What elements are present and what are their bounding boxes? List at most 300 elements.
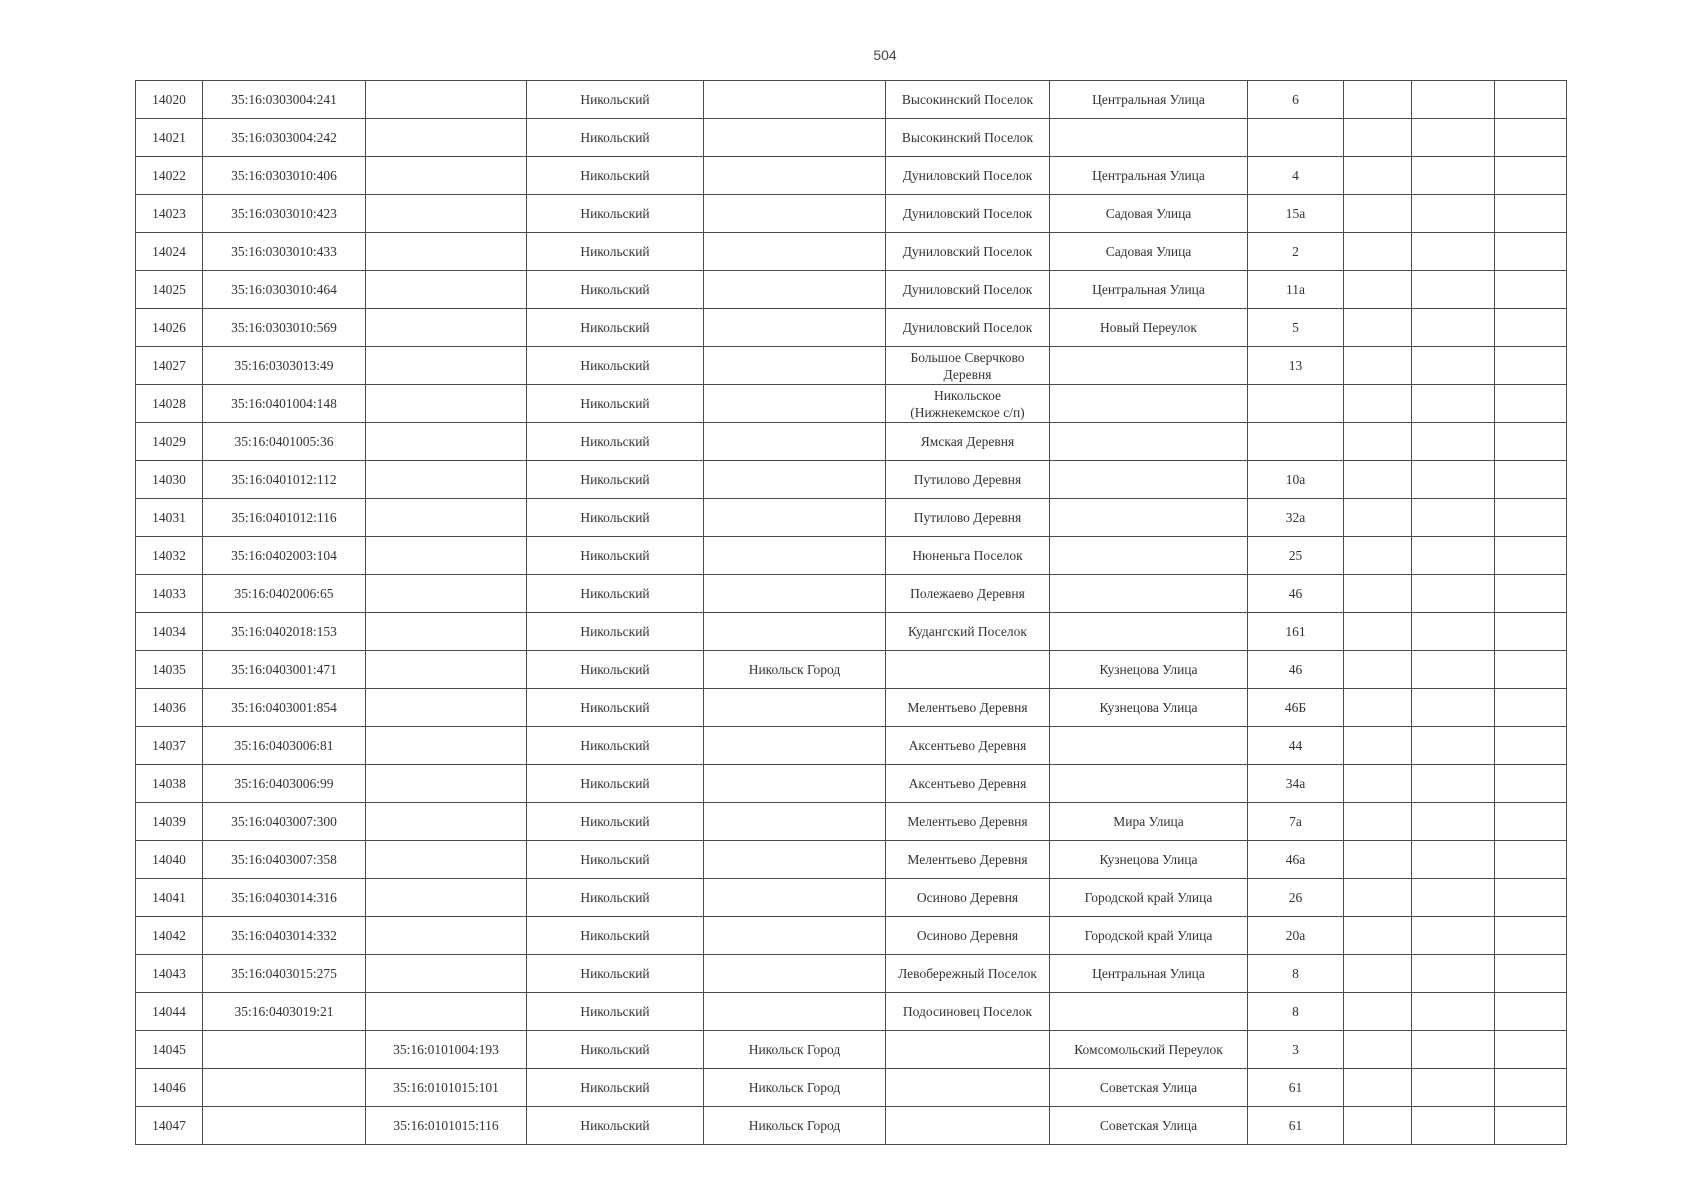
empty-cell-a [1344, 81, 1412, 119]
empty-cell-c [1495, 689, 1567, 727]
empty-cell-c [1495, 119, 1567, 157]
building-cadastral-number-cell [366, 879, 527, 917]
table-row [136, 195, 1567, 233]
district-cell: Никольский [527, 689, 704, 727]
cadastral-number-cell [203, 1107, 366, 1145]
empty-cell-a [1344, 195, 1412, 233]
empty-cell-b [1412, 1107, 1495, 1145]
district-cell: Никольский [527, 233, 704, 271]
empty-cell-b [1412, 347, 1495, 385]
cadastral-number-cell: 35:16:0403001:471 [203, 651, 366, 689]
empty-cell-b [1412, 461, 1495, 499]
building-cadastral-number-cell [366, 651, 527, 689]
empty-cell-b [1412, 1069, 1495, 1107]
empty-cell-b [1412, 917, 1495, 955]
house-number-cell: 161 [1248, 613, 1344, 651]
empty-cell-c [1495, 423, 1567, 461]
empty-cell-c [1495, 347, 1567, 385]
house-number-cell: 7а [1248, 803, 1344, 841]
street-cell: Кузнецова Улица [1050, 689, 1248, 727]
building-cadastral-number-cell [366, 271, 527, 309]
empty-cell-a [1344, 385, 1412, 423]
city-cell: Никольск Город [704, 651, 886, 689]
district-cell: Никольский [527, 727, 704, 765]
empty-cell-a [1344, 461, 1412, 499]
city-cell [704, 917, 886, 955]
city-cell [704, 195, 886, 233]
district-cell: Никольский [527, 537, 704, 575]
empty-cell-a [1344, 423, 1412, 461]
street-cell [1050, 461, 1248, 499]
settlement-cell: Дуниловский Поселок [886, 195, 1050, 233]
street-cell: Садовая Улица [1050, 195, 1248, 233]
city-cell [704, 727, 886, 765]
street-cell: Новый Переулок [1050, 309, 1248, 347]
cadastral-number-cell: 35:16:0403019:21 [203, 993, 366, 1031]
settlement-cell [886, 1107, 1050, 1145]
city-cell [704, 803, 886, 841]
empty-cell-a [1344, 1107, 1412, 1145]
street-cell: Садовая Улица [1050, 233, 1248, 271]
district-cell: Никольский [527, 1107, 704, 1145]
building-cadastral-number-cell [366, 575, 527, 613]
building-cadastral-number-cell: 35:16:0101004:193 [366, 1031, 527, 1069]
empty-cell-b [1412, 309, 1495, 347]
city-cell [704, 385, 886, 423]
city-cell [704, 613, 886, 651]
district-cell: Никольский [527, 119, 704, 157]
district-cell: Никольский [527, 879, 704, 917]
street-cell: Комсомольский Переулок [1050, 1031, 1248, 1069]
table-row [136, 119, 1567, 157]
district-cell: Никольский [527, 195, 704, 233]
row-number-cell: 14025 [136, 271, 203, 309]
settlement-cell: Кудангский Поселок [886, 613, 1050, 651]
table-row [136, 537, 1567, 575]
house-number-cell: 25 [1248, 537, 1344, 575]
building-cadastral-number-cell [366, 689, 527, 727]
street-cell: Советская Улица [1050, 1069, 1248, 1107]
table-row [136, 1031, 1567, 1069]
house-number-cell: 46 [1248, 575, 1344, 613]
empty-cell-c [1495, 271, 1567, 309]
empty-cell-a [1344, 993, 1412, 1031]
table-row [136, 841, 1567, 879]
cadastral-number-cell: 35:16:0303004:241 [203, 81, 366, 119]
house-number-cell: 46Б [1248, 689, 1344, 727]
building-cadastral-number-cell: 35:16:0101015:116 [366, 1107, 527, 1145]
street-cell: Кузнецова Улица [1050, 841, 1248, 879]
city-cell [704, 309, 886, 347]
city-cell [704, 499, 886, 537]
cadastral-number-cell: 35:16:0303010:464 [203, 271, 366, 309]
street-cell [1050, 119, 1248, 157]
row-number-cell: 14029 [136, 423, 203, 461]
district-cell: Никольский [527, 423, 704, 461]
settlement-cell: Мелентьево Деревня [886, 803, 1050, 841]
empty-cell-a [1344, 347, 1412, 385]
empty-cell-a [1344, 575, 1412, 613]
table-row [136, 1069, 1567, 1107]
empty-cell-c [1495, 955, 1567, 993]
cadastral-number-cell: 35:16:0303010:423 [203, 195, 366, 233]
empty-cell-c [1495, 613, 1567, 651]
street-cell: Центральная Улица [1050, 955, 1248, 993]
empty-cell-c [1495, 1069, 1567, 1107]
house-number-cell: 3 [1248, 1031, 1344, 1069]
row-number-cell: 14027 [136, 347, 203, 385]
house-number-cell: 15а [1248, 195, 1344, 233]
row-number-cell: 14033 [136, 575, 203, 613]
street-cell: Центральная Улица [1050, 81, 1248, 119]
row-number-cell: 14043 [136, 955, 203, 993]
settlement-cell: Аксентьево Деревня [886, 727, 1050, 765]
city-cell [704, 271, 886, 309]
empty-cell-c [1495, 1107, 1567, 1145]
empty-cell-c [1495, 879, 1567, 917]
settlement-cell: Мелентьево Деревня [886, 841, 1050, 879]
row-number-cell: 14031 [136, 499, 203, 537]
cadastral-number-cell: 35:16:0403014:332 [203, 917, 366, 955]
table-row [136, 651, 1567, 689]
page-number: 504 [873, 47, 897, 63]
table-row [136, 347, 1567, 385]
empty-cell-a [1344, 841, 1412, 879]
empty-cell-b [1412, 613, 1495, 651]
row-number-cell: 14036 [136, 689, 203, 727]
row-number-cell: 14042 [136, 917, 203, 955]
district-cell: Никольский [527, 499, 704, 537]
house-number-cell: 44 [1248, 727, 1344, 765]
cadastral-number-cell: 35:16:0403006:99 [203, 765, 366, 803]
table-row [136, 385, 1567, 423]
empty-cell-a [1344, 233, 1412, 271]
building-cadastral-number-cell [366, 385, 527, 423]
empty-cell-c [1495, 385, 1567, 423]
settlement-cell: Путилово Деревня [886, 499, 1050, 537]
settlement-cell: Дуниловский Поселок [886, 233, 1050, 271]
empty-cell-b [1412, 195, 1495, 233]
row-number-cell: 14038 [136, 765, 203, 803]
city-cell [704, 993, 886, 1031]
district-cell: Никольский [527, 1069, 704, 1107]
city-cell [704, 765, 886, 803]
empty-cell-b [1412, 157, 1495, 195]
building-cadastral-number-cell [366, 347, 527, 385]
row-number-cell: 14035 [136, 651, 203, 689]
house-number-cell: 13 [1248, 347, 1344, 385]
table-row [136, 423, 1567, 461]
empty-cell-b [1412, 803, 1495, 841]
house-number-cell: 11а [1248, 271, 1344, 309]
row-number-cell: 14021 [136, 119, 203, 157]
empty-cell-c [1495, 157, 1567, 195]
street-cell [1050, 347, 1248, 385]
city-cell: Никольск Город [704, 1069, 886, 1107]
district-cell: Никольский [527, 1031, 704, 1069]
district-cell: Никольский [527, 575, 704, 613]
empty-cell-b [1412, 841, 1495, 879]
table-row [136, 157, 1567, 195]
building-cadastral-number-cell [366, 499, 527, 537]
settlement-cell: Осиново Деревня [886, 917, 1050, 955]
row-number-cell: 14037 [136, 727, 203, 765]
empty-cell-b [1412, 955, 1495, 993]
empty-cell-a [1344, 917, 1412, 955]
settlement-cell: Дуниловский Поселок [886, 309, 1050, 347]
empty-cell-a [1344, 119, 1412, 157]
street-cell: Советская Улица [1050, 1107, 1248, 1145]
empty-cell-c [1495, 81, 1567, 119]
table-row [136, 613, 1567, 651]
district-cell: Никольский [527, 651, 704, 689]
empty-cell-a [1344, 765, 1412, 803]
cadastral-number-cell [203, 1069, 366, 1107]
settlement-cell: Высокинский Поселок [886, 81, 1050, 119]
city-cell [704, 81, 886, 119]
house-number-cell: 26 [1248, 879, 1344, 917]
empty-cell-a [1344, 1069, 1412, 1107]
empty-cell-a [1344, 955, 1412, 993]
empty-cell-a [1344, 613, 1412, 651]
building-cadastral-number-cell [366, 727, 527, 765]
building-cadastral-number-cell: 35:16:0101015:101 [366, 1069, 527, 1107]
house-number-cell: 8 [1248, 955, 1344, 993]
cadastral-number-cell: 35:16:0303010:433 [203, 233, 366, 271]
table-row [136, 993, 1567, 1031]
empty-cell-b [1412, 727, 1495, 765]
house-number-cell: 61 [1248, 1069, 1344, 1107]
table-row [136, 955, 1567, 993]
settlement-cell: Мелентьево Деревня [886, 689, 1050, 727]
row-number-cell: 14030 [136, 461, 203, 499]
empty-cell-c [1495, 1031, 1567, 1069]
empty-cell-b [1412, 575, 1495, 613]
settlement-cell: Большое Сверчково Деревня [886, 347, 1050, 385]
house-number-cell: 8 [1248, 993, 1344, 1031]
building-cadastral-number-cell [366, 309, 527, 347]
cadastral-number-cell: 35:16:0303013:49 [203, 347, 366, 385]
city-cell [704, 233, 886, 271]
table-row [136, 917, 1567, 955]
street-cell [1050, 537, 1248, 575]
row-number-cell: 14041 [136, 879, 203, 917]
building-cadastral-number-cell [366, 955, 527, 993]
cadastral-number-cell: 35:16:0403015:275 [203, 955, 366, 993]
building-cadastral-number-cell [366, 993, 527, 1031]
settlement-cell: Левобережный Поселок [886, 955, 1050, 993]
empty-cell-b [1412, 423, 1495, 461]
city-cell [704, 157, 886, 195]
empty-cell-c [1495, 993, 1567, 1031]
district-cell: Никольский [527, 81, 704, 119]
table-row [136, 81, 1567, 119]
row-number-cell: 14028 [136, 385, 203, 423]
city-cell: Никольск Город [704, 1031, 886, 1069]
street-cell: Центральная Улица [1050, 271, 1248, 309]
house-number-cell: 20а [1248, 917, 1344, 955]
street-cell: Кузнецова Улица [1050, 651, 1248, 689]
row-number-cell: 14046 [136, 1069, 203, 1107]
house-number-cell [1248, 423, 1344, 461]
district-cell: Никольский [527, 765, 704, 803]
city-cell: Никольск Город [704, 1107, 886, 1145]
empty-cell-b [1412, 81, 1495, 119]
table-row [136, 461, 1567, 499]
house-number-cell: 32а [1248, 499, 1344, 537]
building-cadastral-number-cell [366, 423, 527, 461]
cadastral-number-cell: 35:16:0403001:854 [203, 689, 366, 727]
empty-cell-c [1495, 575, 1567, 613]
house-number-cell: 5 [1248, 309, 1344, 347]
empty-cell-a [1344, 271, 1412, 309]
settlement-cell: Дуниловский Поселок [886, 157, 1050, 195]
cadastral-number-cell: 35:16:0403007:300 [203, 803, 366, 841]
table-row [136, 765, 1567, 803]
house-number-cell: 46а [1248, 841, 1344, 879]
street-cell [1050, 765, 1248, 803]
house-number-cell: 61 [1248, 1107, 1344, 1145]
table-row [136, 233, 1567, 271]
city-cell [704, 423, 886, 461]
empty-cell-b [1412, 879, 1495, 917]
empty-cell-c [1495, 803, 1567, 841]
building-cadastral-number-cell [366, 803, 527, 841]
settlement-cell: Ямская Деревня [886, 423, 1050, 461]
empty-cell-a [1344, 651, 1412, 689]
empty-cell-b [1412, 385, 1495, 423]
empty-cell-a [1344, 499, 1412, 537]
row-number-cell: 14039 [136, 803, 203, 841]
table-row [136, 727, 1567, 765]
cadastral-number-cell: 35:16:0402018:153 [203, 613, 366, 651]
street-cell [1050, 727, 1248, 765]
street-cell [1050, 613, 1248, 651]
settlement-cell [886, 1069, 1050, 1107]
table-row [136, 271, 1567, 309]
empty-cell-c [1495, 309, 1567, 347]
street-cell [1050, 499, 1248, 537]
empty-cell-b [1412, 499, 1495, 537]
city-cell [704, 955, 886, 993]
table-row [136, 499, 1567, 537]
empty-cell-c [1495, 765, 1567, 803]
cadastral-number-cell: 35:16:0401012:112 [203, 461, 366, 499]
city-cell [704, 879, 886, 917]
city-cell [704, 841, 886, 879]
city-cell [704, 461, 886, 499]
empty-cell-c [1495, 233, 1567, 271]
cadastral-number-cell: 35:16:0403007:358 [203, 841, 366, 879]
empty-cell-c [1495, 651, 1567, 689]
empty-cell-b [1412, 537, 1495, 575]
cadastral-number-cell: 35:16:0303004:242 [203, 119, 366, 157]
house-number-cell: 10а [1248, 461, 1344, 499]
empty-cell-a [1344, 727, 1412, 765]
house-number-cell [1248, 385, 1344, 423]
table-row [136, 803, 1567, 841]
district-cell: Никольский [527, 157, 704, 195]
empty-cell-b [1412, 651, 1495, 689]
empty-cell-c [1495, 727, 1567, 765]
building-cadastral-number-cell [366, 461, 527, 499]
settlement-cell: Осиново Деревня [886, 879, 1050, 917]
cadastral-number-cell [203, 1031, 366, 1069]
settlement-cell: Путилово Деревня [886, 461, 1050, 499]
empty-cell-b [1412, 271, 1495, 309]
street-cell [1050, 385, 1248, 423]
empty-cell-a [1344, 309, 1412, 347]
building-cadastral-number-cell [366, 157, 527, 195]
street-cell: Городской край Улица [1050, 917, 1248, 955]
building-cadastral-number-cell [366, 233, 527, 271]
street-cell: Мира Улица [1050, 803, 1248, 841]
city-cell [704, 689, 886, 727]
street-cell [1050, 993, 1248, 1031]
empty-cell-a [1344, 1031, 1412, 1069]
settlement-cell: Дуниловский Поселок [886, 271, 1050, 309]
street-cell: Городской край Улица [1050, 879, 1248, 917]
row-number-cell: 14026 [136, 309, 203, 347]
district-cell: Никольский [527, 385, 704, 423]
empty-cell-c [1495, 917, 1567, 955]
row-number-cell: 14047 [136, 1107, 203, 1145]
street-cell [1050, 575, 1248, 613]
registry-table [135, 80, 1567, 1145]
cadastral-number-cell: 35:16:0401004:148 [203, 385, 366, 423]
district-cell: Никольский [527, 993, 704, 1031]
district-cell: Никольский [527, 461, 704, 499]
settlement-cell: Полежаево Деревня [886, 575, 1050, 613]
district-cell: Никольский [527, 347, 704, 385]
house-number-cell: 2 [1248, 233, 1344, 271]
settlement-cell: Аксентьево Деревня [886, 765, 1050, 803]
building-cadastral-number-cell [366, 537, 527, 575]
empty-cell-a [1344, 157, 1412, 195]
row-number-cell: 14032 [136, 537, 203, 575]
city-cell [704, 537, 886, 575]
house-number-cell: 6 [1248, 81, 1344, 119]
empty-cell-b [1412, 233, 1495, 271]
empty-cell-a [1344, 689, 1412, 727]
district-cell: Никольский [527, 917, 704, 955]
district-cell: Никольский [527, 271, 704, 309]
table-row [136, 879, 1567, 917]
settlement-cell: Нюненьга Поселок [886, 537, 1050, 575]
row-number-cell: 14040 [136, 841, 203, 879]
cadastral-number-cell: 35:16:0402003:104 [203, 537, 366, 575]
house-number-cell: 4 [1248, 157, 1344, 195]
settlement-cell [886, 651, 1050, 689]
empty-cell-c [1495, 195, 1567, 233]
settlement-cell: Подосиновец Поселок [886, 993, 1050, 1031]
row-number-cell: 14024 [136, 233, 203, 271]
house-number-cell: 46 [1248, 651, 1344, 689]
settlement-cell: Никольское (Нижнекемское с/п) [886, 385, 1050, 423]
building-cadastral-number-cell [366, 765, 527, 803]
row-number-cell: 14045 [136, 1031, 203, 1069]
building-cadastral-number-cell [366, 119, 527, 157]
row-number-cell: 14044 [136, 993, 203, 1031]
building-cadastral-number-cell [366, 81, 527, 119]
building-cadastral-number-cell [366, 195, 527, 233]
cadastral-number-cell: 35:16:0303010:406 [203, 157, 366, 195]
city-cell [704, 119, 886, 157]
empty-cell-c [1495, 499, 1567, 537]
house-number-cell: 34а [1248, 765, 1344, 803]
building-cadastral-number-cell [366, 841, 527, 879]
cadastral-number-cell: 35:16:0403006:81 [203, 727, 366, 765]
